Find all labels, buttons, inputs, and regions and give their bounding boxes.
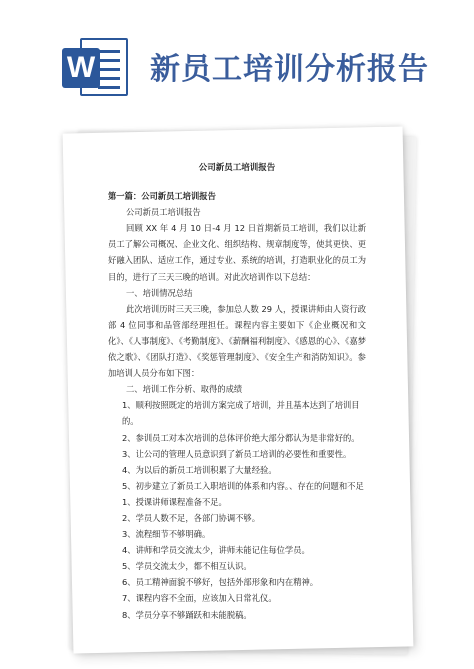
document-title: 公司新员工培训报告 bbox=[198, 163, 276, 173]
word-document-icon bbox=[62, 38, 130, 96]
intro-paragraph: 回顾 XX 年 4 月 10 日-4 月 12 日首期新员工培训，我们以让新员工了解公司概况、企业文化、组织结构、规章制度等，使其更快、更好融入团队、适应工作，通过专业、系统的培训，打造职业化的员工为目的，进行了三天三晚的培训。对此次培训作以下总结： bbox=[108, 223, 366, 282]
list-item: 1、顺利按照既定的培训方案完成了培训，并且基本达到了培训目的。 bbox=[122, 400, 360, 427]
section-paragraph: 此次培训历时三天三晚，参加总人数 29 人，授课讲师由人资行政部 4 位同事和品管部经理担任。课程内容主要如下《企业概况和文化》、《人事制度》、《考勤制度》、《薪酬福利制度》、《感恩的心》、《嘉梦依之歌》、《团队打造》、《奖惩管理制度》、《安全生产和消防知识》。参加培训人员分布如下图： bbox=[108, 303, 366, 379]
list-item: 4、讲师和学员交流太少，讲师未能记住每位学员。 bbox=[122, 545, 310, 556]
list-item: 2、参训员工对本次培训的总体评价绝大部分都认为是非常好的。 bbox=[122, 432, 360, 443]
header-banner bbox=[0, 0, 474, 120]
list-item: 5、学员交流太少，都不相互认识。 bbox=[122, 561, 252, 572]
list-item: 8、学员分享不够踊跃和未能脱稿。 bbox=[122, 609, 252, 620]
part-heading: 第一篇：公司新员工培训报告 bbox=[108, 191, 216, 202]
list-item: 2、学员人数不足，各部门协调不够。 bbox=[122, 512, 261, 523]
list-item: 1、授课讲师课程准备不足。 bbox=[122, 496, 227, 507]
list-item: 6、员工精神面貌不够好，包括外部形象和内在精神。 bbox=[122, 577, 319, 588]
list-item: 5、初步建立了新员工入职培训的体系和内容。、存在的问题和不足 bbox=[122, 480, 364, 491]
page-title: 新员工培训分析报告 bbox=[150, 52, 429, 87]
section-heading: 一、培训情况总结 bbox=[126, 287, 193, 298]
list-item: 3、让公司的管理人员意识到了新员工培训的必要性和重要性。 bbox=[122, 448, 352, 459]
list-item: 3、流程细节不够明确。 bbox=[122, 529, 211, 540]
document-subtitle: 公司新员工培训报告 bbox=[126, 207, 201, 218]
list-item: 7、课程内容不全面，应该加入日常礼仪。 bbox=[122, 593, 277, 604]
section-heading: 二、培训工作分析、取得的成绩 bbox=[126, 384, 243, 395]
word-letter-badge: W bbox=[62, 48, 100, 88]
document-body bbox=[108, 160, 366, 623]
list-item: 4、为以后的新员工培训积累了大量经验。 bbox=[122, 464, 277, 475]
